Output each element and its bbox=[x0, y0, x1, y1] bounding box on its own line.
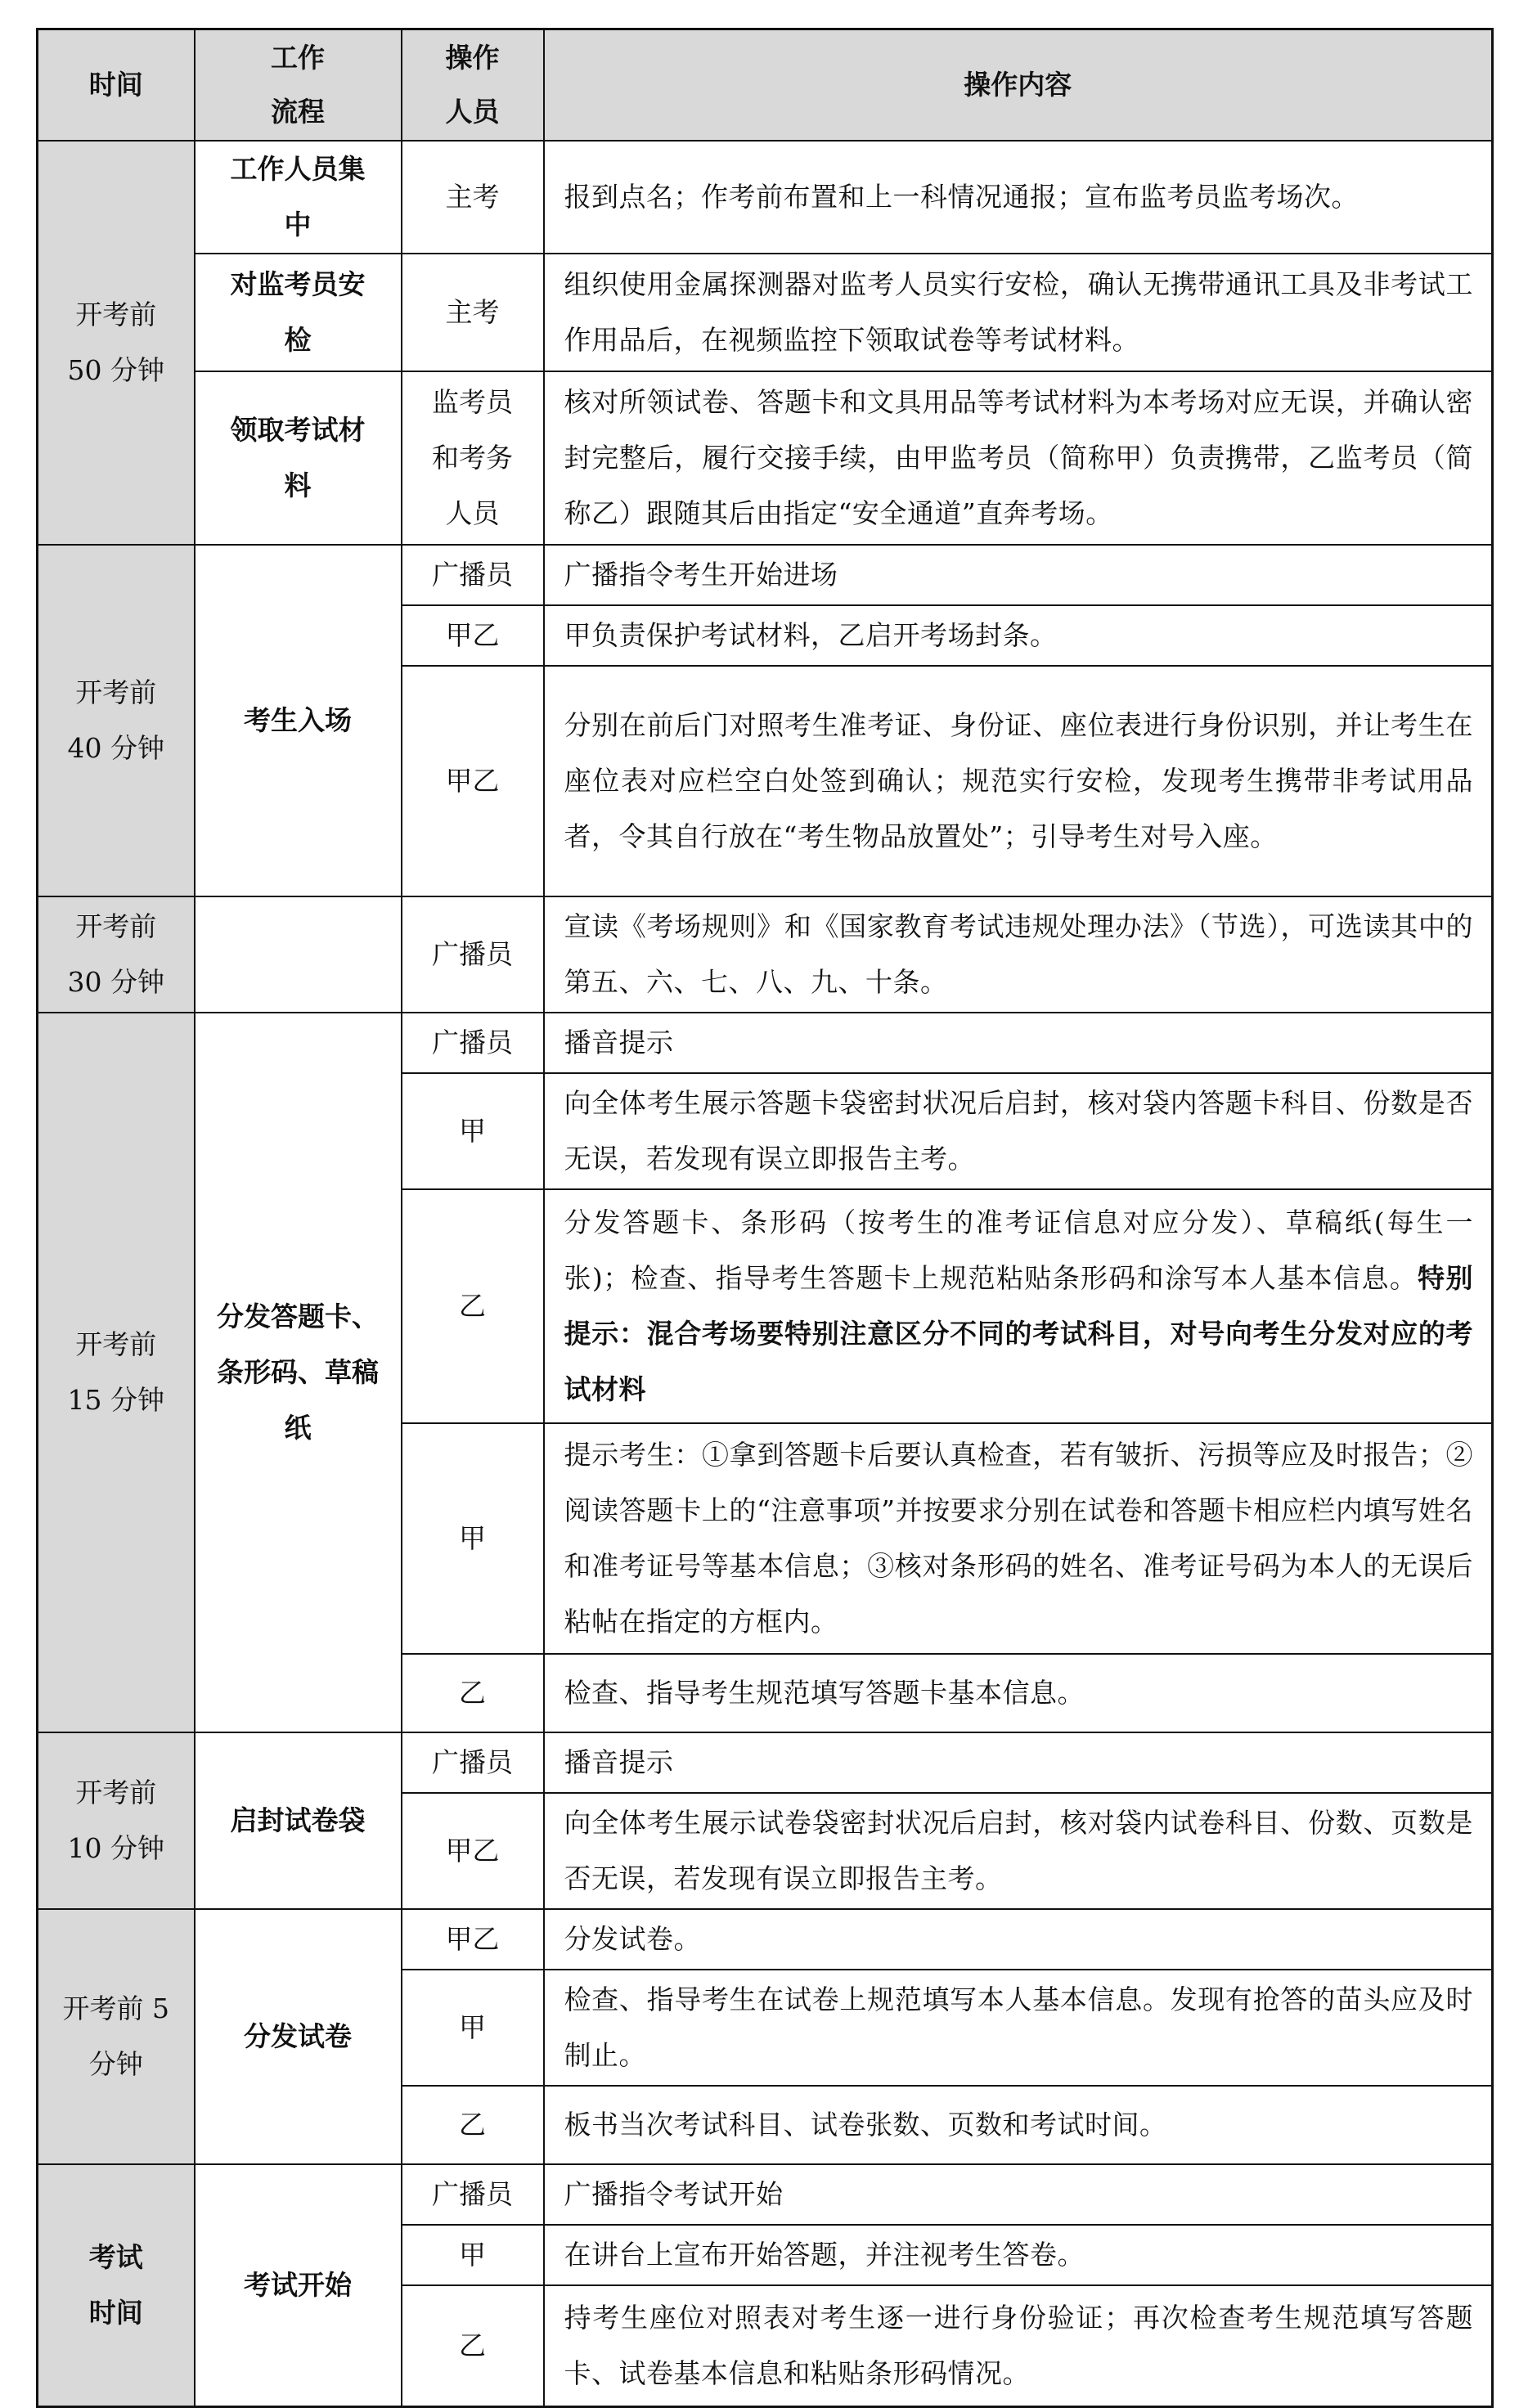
content-cell: 甲负责保护考试材料，乙启开考场封条。 bbox=[544, 605, 1493, 666]
staff-cell: 监考员 和考务 人员 bbox=[402, 371, 544, 545]
time-cell: 开考前 5 分钟 bbox=[38, 1909, 195, 2164]
flow-cell: 领取考试材 料 bbox=[195, 371, 402, 545]
content-cell: 检查、指导考生在试卷上规范填写本人基本信息。发现有抢答的苗头应及时制止。 bbox=[544, 1970, 1493, 2086]
time-cell: 开考前 15 分钟 bbox=[38, 1013, 195, 1732]
content-cell bbox=[544, 1189, 1493, 1423]
staff-cell: 广播员 bbox=[402, 1013, 544, 1073]
staff-cell: 甲 bbox=[402, 1970, 544, 2086]
table-row bbox=[38, 371, 1493, 545]
flow-cell: 分发答题卡、 条形码、草稿 纸 bbox=[195, 1013, 402, 1732]
content-cell: 板书当次考试科目、试卷张数、页数和考试时间。 bbox=[544, 2086, 1493, 2164]
content-cell: 播音提示 bbox=[544, 1013, 1493, 1073]
content-text: 分发答题卡、条形码（按考生的准考证信息对应分发）、草稿纸(每生一张)；检查、指导考生答题卡上规范粘贴条形码和涂写本人基本信息。 bbox=[564, 1206, 1473, 1294]
staff-cell: 乙 bbox=[402, 2086, 544, 2164]
time-cell: 考试 时间 bbox=[38, 2164, 195, 2406]
staff-cell: 甲 bbox=[402, 1073, 544, 1189]
special-notice: 特别提示：混合考场要特别注意区分不同的考试科目，对号向考生分发对应的考试材料 bbox=[564, 1262, 1474, 1405]
content-cell: 宣读《考场规则》和《国家教育考试违规处理办法》（节选），可选读其中的第五、六、七、八、九、十条。 bbox=[544, 896, 1493, 1013]
table-row bbox=[38, 545, 1493, 605]
time-cell: 开考前 10 分钟 bbox=[38, 1732, 195, 1909]
staff-cell: 甲乙 bbox=[402, 1793, 544, 1909]
staff-cell: 甲乙 bbox=[402, 666, 544, 896]
flow-cell: 考生入场 bbox=[195, 545, 402, 896]
content-cell: 组织使用金属探测器对监考人员实行安检，确认无携带通讯工具及非考试工作用品后，在视频监控下领取试卷等考试材料。 bbox=[544, 254, 1493, 371]
content-cell: 持考生座位对照表对考生逐一进行身份验证；再次检查考生规范填写答题卡、试卷基本信息和粘贴条形码情况。 bbox=[544, 2285, 1493, 2406]
header-staff: 操作 人员 bbox=[402, 29, 544, 142]
time-cell: 开考前 50 分钟 bbox=[38, 141, 195, 545]
content-cell: 检查、指导考生规范填写答题卡基本信息。 bbox=[544, 1654, 1493, 1732]
content-cell: 广播指令考生开始进场 bbox=[544, 545, 1493, 605]
table-row bbox=[38, 2164, 1493, 2225]
staff-cell: 乙 bbox=[402, 1189, 544, 1423]
content-cell: 核对所领试卷、答题卡和文具用品等考试材料为本考场对应无误，并确认密封完整后，履行交接手续，由甲监考员（简称甲）负责携带，乙监考员（简称乙）跟随其后由指定“安全通道”直奔考场。 bbox=[544, 371, 1493, 545]
staff-cell: 广播员 bbox=[402, 896, 544, 1013]
content-cell: 播音提示 bbox=[544, 1732, 1493, 1793]
header-row bbox=[38, 29, 1493, 142]
table-row bbox=[38, 254, 1493, 371]
staff-cell: 甲乙 bbox=[402, 605, 544, 666]
staff-cell: 甲 bbox=[402, 1423, 544, 1654]
header-content: 操作内容 bbox=[544, 29, 1493, 142]
staff-cell: 主考 bbox=[402, 254, 544, 371]
staff-cell: 甲 bbox=[402, 2225, 544, 2285]
staff-cell: 乙 bbox=[402, 2285, 544, 2406]
exam-procedure-table bbox=[36, 28, 1494, 2408]
content-cell: 分别在前后门对照考生准考证、身份证、座位表进行身份识别，并让考生在座位表对应栏空白处签到确认；规范实行安检，发现考生携带非考试用品者，令其自行放在“考生物品放置处”；引导考生对号入座。 bbox=[544, 666, 1493, 896]
content-cell: 在讲台上宣布开始答题，并注视考生答卷。 bbox=[544, 2225, 1493, 2285]
content-cell: 广播指令考试开始 bbox=[544, 2164, 1493, 2225]
table-row bbox=[38, 1909, 1493, 1970]
flow-cell: 启封试卷袋 bbox=[195, 1732, 402, 1909]
staff-cell: 广播员 bbox=[402, 2164, 544, 2225]
flow-cell: 考试开始 bbox=[195, 2164, 402, 2406]
staff-cell: 乙 bbox=[402, 1654, 544, 1732]
flow-cell: 对监考员安 检 bbox=[195, 254, 402, 371]
staff-cell: 甲乙 bbox=[402, 1909, 544, 1970]
content-cell: 提示考生：①拿到答题卡后要认真检查，若有皱折、污损等应及时报告；②阅读答题卡上的“注意事项”并按要求分别在试卷和答题卡相应栏内填写姓名和准考证号等基本信息；③核对条形码的姓名、准考证号码为本人的无误后粘帖在指定的方框内。 bbox=[544, 1423, 1493, 1654]
staff-cell: 广播员 bbox=[402, 545, 544, 605]
content-cell: 分发试卷。 bbox=[544, 1909, 1493, 1970]
header-time: 时间 bbox=[38, 29, 195, 142]
table-row bbox=[38, 896, 1493, 1013]
table-row bbox=[38, 1013, 1493, 1073]
content-cell: 报到点名；作考前布置和上一科情况通报；宣布监考员监考场次。 bbox=[544, 141, 1493, 254]
flow-cell: 分发试卷 bbox=[195, 1909, 402, 2164]
table-row bbox=[38, 1732, 1493, 1793]
staff-cell: 主考 bbox=[402, 141, 544, 254]
header-flow: 工作 流程 bbox=[195, 29, 402, 142]
content-cell: 向全体考生展示试卷袋密封状况后启封，核对袋内试卷科目、份数、页数是否无误，若发现有误立即报告主考。 bbox=[544, 1793, 1493, 1909]
time-cell: 开考前 40 分钟 bbox=[38, 545, 195, 896]
staff-cell: 广播员 bbox=[402, 1732, 544, 1793]
content-cell: 向全体考生展示答题卡袋密封状况后启封，核对袋内答题卡科目、份数是否无误，若发现有误立即报告主考。 bbox=[544, 1073, 1493, 1189]
flow-cell bbox=[195, 896, 402, 1013]
time-cell: 开考前 30 分钟 bbox=[38, 896, 195, 1013]
flow-cell: 工作人员集 中 bbox=[195, 141, 402, 254]
table-row bbox=[38, 141, 1493, 254]
